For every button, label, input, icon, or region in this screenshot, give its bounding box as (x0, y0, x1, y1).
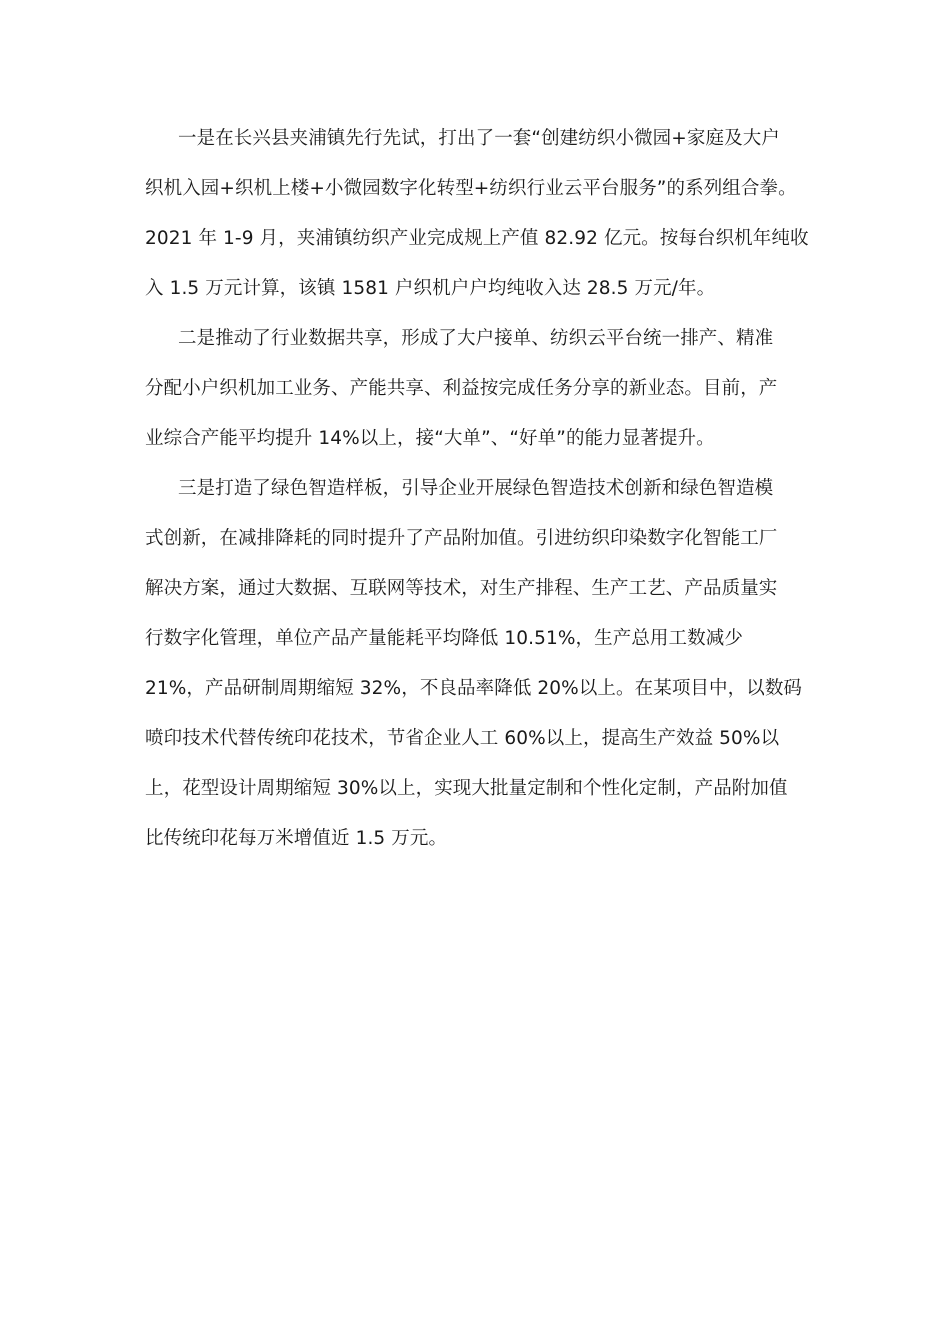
paragraph-2-line-1: 二是推动了行业数据共享，形成了大户接单、纺织云平台统一排产、精准 (178, 328, 774, 349)
paragraph-3-line-2: 式创新，在减排降耗的同时提升了产品附加值。引进纺织印染数字化智能工厂 (145, 528, 778, 549)
paragraph-1-line-2: 织机入园+织机上楼+小微园数字化转型+纺织行业云平台服务”的系列组合拳。 (145, 178, 797, 199)
paragraph-3-line-5: 21%，产品研制周期缩短 32%，不良品率降低 20%以上。在某项目中，以数码 (145, 678, 803, 699)
paragraph-2-line-3: 业综合产能平均提升 14%以上，接“大单”、“好单”的能力显著提升。 (145, 428, 715, 449)
paragraph-3-line-1: 三是打造了绿色智造样板，引导企业开展绿色智造技术创新和绿色智造模 (178, 478, 774, 499)
paragraph-2-line-2: 分配小户织机加工业务、产能共享、利益按完成任务分享的新业态。目前，产 (145, 378, 778, 399)
paragraph-3-line-8: 比传统印花每万米增值近 1.5 万元。 (145, 828, 448, 849)
paragraph-3-line-3: 解决方案，通过大数据、互联网等技术，对生产排程、生产工艺、产品质量实 (145, 578, 778, 599)
paragraph-3-line-7: 上，花型设计周期缩短 30%以上，实现大批量定制和个性化定制，产品附加值 (145, 778, 788, 799)
paragraph-3-line-6: 喷印技术代替传统印花技术，节省企业人工 60%以上，提高生产效益 50%以 (145, 728, 780, 749)
paragraph-1-line-3: 2021 年 1-9 月，夹浦镇纺织产业完成规上产值 82.92 亿元。按每台织机年纯收 (145, 228, 809, 249)
paragraph-3-line-4: 行数字化管理，单位产品产量能耗平均降低 10.51%，生产总用工数减少 (145, 628, 743, 649)
paragraph-1-line-4: 入 1.5 万元计算，该镇 1581 户织机户户均纯收入达 28.5 万元/年。 (145, 278, 716, 299)
paragraph-1-line-1: 一是在长兴县夹浦镇先行先试，打出了一套“创建纺织小微园+家庭及大户 (178, 128, 780, 149)
